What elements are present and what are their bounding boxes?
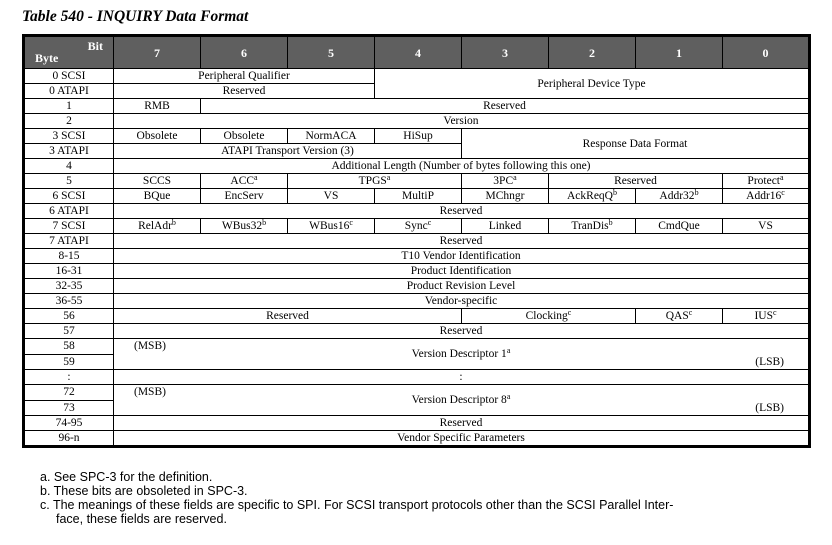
ackreqq-field: AckReqQ$^b$ [549,189,636,204]
version-descriptor-label: Version Descriptor 1$^a$ [411,346,511,360]
byte-cell: 73 [24,400,114,416]
version-descriptor-8-field [114,385,810,416]
inquiry-data-table [22,34,811,448]
header-row [24,36,810,69]
version-field: Version [114,114,810,129]
3pc-field: $3PC^a$ [462,174,549,189]
vendor-specific-parameters-field: Vendor Specific Parameters [114,431,810,447]
byte-cell: 3 SCSI [24,129,114,144]
footnote-c-continued: face, these fields are reserved. [56,512,227,526]
msb-marker: (MSB) [134,340,166,352]
addr16-field: Addr16$^c$ [723,189,810,204]
table-row [24,204,810,219]
footnote-b: b. These bits are obsoleted in SPC-3. [40,484,248,498]
table-row [24,189,810,204]
table-row [24,234,810,249]
peripheral-device-type-field: Peripheral Device Type [375,69,810,99]
table-row [24,219,810,234]
table-row [24,324,810,339]
reserved-field: Reserved [114,84,375,99]
byte-cell: 72 [24,385,114,401]
byte-cell: 32-35 [24,279,114,294]
bit-2-header: 2 [549,36,636,69]
reserved-field: Reserved [201,99,810,114]
vs-field: VS [288,189,375,204]
acc-field: ACC$^a$ [201,174,288,189]
bit-1-header: 1 [636,36,723,69]
table-row [24,264,810,279]
table-row [24,309,810,324]
reserved-field: Reserved [114,204,810,219]
byte-cell: 58 [24,339,114,355]
table-row [24,431,810,447]
wbus16-field: WBus16$^c$ [288,219,375,234]
footnote-c: c. The meanings of these fields are specific to SPI. For SCSI transport protocols other than the SCSI Parallel Inter- [40,498,674,512]
cmdque-field: CmdQue [636,219,723,234]
response-data-format-field: Response Data Format [462,129,810,159]
bit-4-header: 4 [375,36,462,69]
hisup-field: HiSup [375,129,462,144]
byte-cell: 74-95 [24,416,114,431]
lsb-marker: (LSB) [755,356,784,368]
byte-cell: 4 [24,159,114,174]
bque-field: BQue [114,189,201,204]
byte-cell: 36-55 [24,294,114,309]
table-row [24,339,810,355]
sync-field: Sync$^c$ [375,219,462,234]
byte-cell: 8-15 [24,249,114,264]
table-row [24,294,810,309]
wbus32-field: WBus32$^b$ [201,219,288,234]
table-row [24,249,810,264]
tpgs-field: TPGS$^a$ [288,174,462,189]
vs-field: VS [723,219,810,234]
product-revision-field: Product Revision Level [114,279,810,294]
reserved-field: Reserved [114,234,810,249]
msb-marker: (MSB) [134,386,166,398]
byte-cell: 0 ATAPI [24,84,114,99]
obsolete-field: Obsolete [114,129,201,144]
table-row [24,99,810,114]
byte-cell: 2 [24,114,114,129]
byte-cell: 96-n [24,431,114,447]
table-title: Table 540 - INQUIRY Data Format [22,8,249,25]
version-descriptor-1-field [114,339,810,370]
reladr-field: RelAdr$^b$ [114,219,201,234]
byte-cell: 3 ATAPI [24,144,114,159]
vendor-specific-field: Vendor-specific [114,294,810,309]
byte-cell: 1 [24,99,114,114]
protect-field: Protect$^a$ [723,174,810,189]
qas-field: QAS$^c$ [636,309,723,324]
table-row [24,114,810,129]
byte-cell: 57 [24,324,114,339]
table-row [24,370,810,385]
additional-length-field: Additional Length (Number of bytes following this one) [114,159,810,174]
bit-6-header: 6 [201,36,288,69]
byte-cell: 6 ATAPI [24,204,114,219]
byte-cell: 6 SCSI [24,189,114,204]
byte-cell: 5 [24,174,114,189]
bit-7-header: 7 [114,36,201,69]
obsolete-field: Obsolete [201,129,288,144]
reserved-field: Reserved [114,309,462,324]
table-row [24,69,810,84]
table-row [24,416,810,431]
multip-field: MultiP [375,189,462,204]
sccs-field: SCCS [114,174,201,189]
byte-cell: 7 ATAPI [24,234,114,249]
byte-cell: 16-31 [24,264,114,279]
encserv-field: EncServ [201,189,288,204]
mchngr-field: MChngr [462,189,549,204]
table-row [24,385,810,401]
table-row [24,129,810,144]
version-descriptor-label: Version Descriptor 8$^a$ [411,392,511,406]
reserved-field: Reserved [114,324,810,339]
byte-cell: 7 SCSI [24,219,114,234]
byte-cell: 59 [24,354,114,370]
byte-label: Byte [35,51,59,65]
table-row [24,159,810,174]
clocking-field: Clocking$^c$ [462,309,636,324]
bit-byte-corner [24,36,114,69]
bit-label: Bit [87,39,103,53]
product-id-field: Product Identification [114,264,810,279]
table-row [24,174,810,189]
bit-5-header: 5 [288,36,375,69]
byte-cell: 56 [24,309,114,324]
table-row [24,279,810,294]
addr32-field: Addr32$^b$ [636,189,723,204]
atapi-transport-version-field: ATAPI Transport Version (3) [114,144,462,159]
rmb-field: RMB [114,99,201,114]
linked-field: Linked [462,219,549,234]
bit-3-header: 3 [462,36,549,69]
byte-cell: 0 SCSI [24,69,114,84]
ellipsis-field: : [114,370,810,385]
peripheral-qualifier-field: Peripheral Qualifier [114,69,375,84]
normaca-field: NormACA [288,129,375,144]
lsb-marker: (LSB) [755,402,784,414]
reserved-field: Reserved [114,416,810,431]
reserved-field: Reserved [549,174,723,189]
footnote-a: a. See SPC-3 for the definition. [40,470,213,484]
trandis-field: TranDis$^b$ [549,219,636,234]
ius-field: IUS$^c$ [723,309,810,324]
t10-vendor-id-field: T10 Vendor Identification [114,249,810,264]
byte-cell: : [24,370,114,385]
bit-0-header: 0 [723,36,810,69]
